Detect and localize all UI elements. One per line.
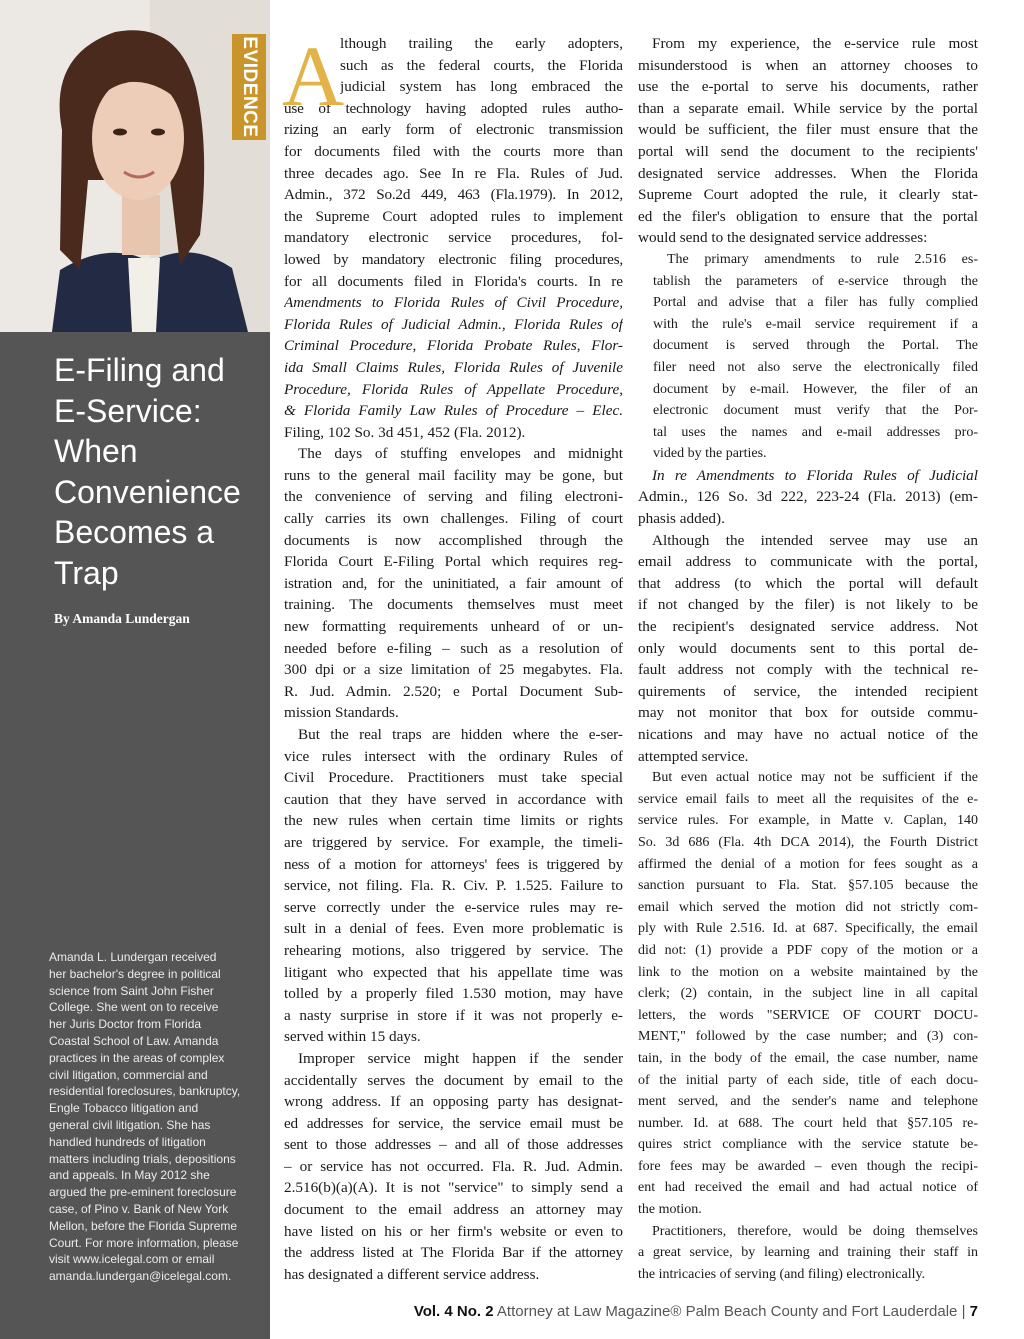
text-line: the address listed at The Florida Bar if the attorney xyxy=(284,1244,623,1262)
byline: By Amanda Lundergan xyxy=(54,611,190,626)
text-line: The primary amendments to rule 2.516 es- xyxy=(667,251,978,267)
text-line: lthough trailing the early adopters, xyxy=(340,35,623,52)
paragraph xyxy=(284,724,623,1048)
paragraph xyxy=(284,443,623,724)
text-line: rizing an early form of electronic transmission xyxy=(284,121,623,139)
text-line: lowed by mandatory electronic filing procedures, xyxy=(284,250,623,268)
text-line: service rules. For example, in Matte v. Caplan, 140 xyxy=(638,813,978,829)
text-line: a nasty surprise in store if it was not properly e- xyxy=(284,1006,623,1024)
text-line: for all documents filed in Florida's courts. In re xyxy=(284,272,623,290)
text-line: MENT," followed by the case number; and (3) con- xyxy=(638,1029,978,1045)
bio-line: residential foreclosures, bankruptcy, xyxy=(49,1084,241,1099)
text-line: But the real traps are hidden where the e-ser- xyxy=(298,726,623,743)
text-line: document is served through the Portal. The xyxy=(653,338,978,354)
bio-line: Court. For more information, please xyxy=(49,1235,239,1250)
text-line: service email fails to meet all the requisites of the e- xyxy=(638,791,978,807)
text-line: use the e-portal to serve his documents, rather xyxy=(638,78,978,96)
text-line: Criminal Procedure, Florida Probate Rules, Flor- xyxy=(284,337,623,355)
text-line: only would documents sent to this portal de- xyxy=(638,639,978,657)
text-line: email address to communicate with the portal, xyxy=(638,553,978,571)
text-line: needed before e-filing – such as a resolution of xyxy=(284,639,623,657)
text-line: would be sufficient, the filer must ensure that the xyxy=(638,121,978,139)
article-column-2 xyxy=(638,33,978,1285)
text-line: litigant who expected that his appellate time was xyxy=(284,963,623,981)
text-line: 2.516(b)(a)(A). It is not "service" to simply send a xyxy=(284,1179,623,1197)
text-line: email which served the motion did not strictly com- xyxy=(638,899,978,915)
text-line: R. Jud. Admin. 2.520; e Portal Document Sub- xyxy=(284,682,623,700)
text-line: Supreme Court adopted the rule, it clearly stat- xyxy=(638,186,978,204)
text-line: has designated a different service address. xyxy=(284,1265,540,1283)
title-line: When xyxy=(54,433,138,469)
text-line: the new rules when certain time limits or rights xyxy=(284,812,623,830)
text-line: istration and, for the uninitiated, a fair amount of xyxy=(284,574,623,592)
footer-separator: | xyxy=(961,1303,966,1320)
text-line: number. Id. at 688. The court held that §57.105 re- xyxy=(638,1115,978,1131)
title-line: E-Service: xyxy=(54,392,202,429)
drop-cap: A xyxy=(282,28,345,124)
bio-line: College. She went on to receive xyxy=(49,1000,219,1015)
footer-magazine: Attorney at Law Magazine® Palm Beach County and Fort Lauderdale xyxy=(496,1303,958,1320)
text-line: if not changed by the filer) is not likely to be xyxy=(638,596,978,614)
text-line: quirements of service, the intended recipient xyxy=(638,682,978,700)
block-quote xyxy=(638,249,978,465)
article-column-1 xyxy=(282,28,623,1285)
paragraph xyxy=(638,33,978,249)
text-line: Civil Procedure. Practitioners must take special xyxy=(284,769,623,787)
text-line: tablish the parameters of e-service through the xyxy=(653,273,978,289)
text-line: Portal and advise that a filer has fully complied xyxy=(653,295,978,311)
paragraph xyxy=(638,530,978,768)
text-line: three decades ago. See In re Fla. Rules of Jud. xyxy=(284,164,623,182)
text-line: ed addresses for service, the service email must be xyxy=(284,1114,623,1132)
text-line: mission Standards. xyxy=(284,704,399,722)
text-line: rehearing motions, also triggered by service. The xyxy=(284,941,623,959)
text-line: fault address not comply with the technical re- xyxy=(638,661,978,679)
footer-volume: Vol. 4 No. 2 xyxy=(413,1303,494,1320)
text-line: electronic document must verify that the Por- xyxy=(653,403,978,419)
bio-line: practices in the areas of complex xyxy=(49,1050,225,1065)
title-line: Trap xyxy=(54,554,119,591)
text-line: use of technology having adopted rules autho- xyxy=(284,99,623,117)
author-photo xyxy=(0,0,270,332)
text-line: vice rules intersect with the ordinary Rules of xyxy=(284,747,623,765)
text-line: runs to the general mail facility may be gone, but xyxy=(284,466,623,484)
text-line: served within 15 days. xyxy=(284,1028,421,1046)
paragraph xyxy=(638,767,978,1220)
title-line: E-Filing and xyxy=(54,352,225,388)
bio-line: Engle Tobacco litigation and xyxy=(49,1101,199,1116)
bio-line: general civil litigation. She has xyxy=(49,1117,211,1132)
text-line: with the rule's e-mail service requirement if a xyxy=(653,316,978,332)
text-line: such as the federal courts, the Florida xyxy=(340,56,623,74)
text-line: quires strict compliance with the service statute be- xyxy=(638,1137,978,1153)
text-line: ply with Rule 2.516. Id. at 687. Specifically, the email xyxy=(638,921,978,937)
page-footer xyxy=(0,1303,978,1320)
text-line: the Supreme Court adopted rules to implement xyxy=(284,207,623,225)
text-line: that address (to which the portal will default xyxy=(638,574,978,592)
text-line: documents is now accomplished through the xyxy=(284,531,623,549)
section-tag xyxy=(232,34,266,140)
text-line: ent had received the email and had actual notice of xyxy=(638,1180,978,1196)
text-line: of the initial party of each side, title of each docu- xyxy=(638,1072,978,1088)
text-line: Procedure, Florida Rules of Appellate Procedure, xyxy=(284,380,623,398)
text-line: Florida Court E-Filing Portal which requires reg- xyxy=(284,553,623,571)
text-line: the intricacies of serving (and filing) electronically. xyxy=(638,1266,926,1282)
text-line: 300 dpi or a size limitation of 25 megabytes. Fla. xyxy=(284,661,623,679)
title-line: Becomes a xyxy=(54,514,215,550)
text-line: affirmed the denial of a motion for fees sought as a xyxy=(638,856,978,872)
text-line: portal will send the document to the recipients' xyxy=(638,142,978,160)
text-line: phasis added). xyxy=(638,510,725,528)
text-line: tal uses the names and e-mail addresses pro- xyxy=(653,424,978,440)
text-line: clerk; (2) contain, in the subject line in all capital xyxy=(638,986,978,1002)
bio-line: Coastal School of Law. Amanda xyxy=(49,1033,219,1048)
text-line: the recipient's designated service address. Not xyxy=(638,618,978,636)
text-line: the convenience of serving and filing electroni- xyxy=(284,488,623,506)
bio-line: argued the pre-eminent foreclosure xyxy=(49,1185,237,1200)
title-line: Convenience xyxy=(54,473,241,510)
bio-line: civil litigation, commercial and xyxy=(49,1067,208,1082)
text-line: would send to the designated service addresses: xyxy=(638,229,928,247)
text-line: the motion. xyxy=(638,1202,702,1218)
bio-line: visit www.icelegal.com or email xyxy=(49,1252,215,1267)
bio-line: science from Saint John Fisher xyxy=(49,983,214,998)
sidebar xyxy=(0,0,270,1339)
text-line: ed the filer's obligation to ensure that the portal xyxy=(638,207,978,225)
text-line: sult in a denial of fees. Even more problematic is xyxy=(284,920,623,938)
text-line: link to the motion on a website maintained by the xyxy=(638,964,978,980)
text-line: Admin., 372 So.2d 449, 463 (Fla.1979). In 2012, xyxy=(284,186,623,204)
text-line: for documents filed with the courts more than xyxy=(284,142,623,160)
text-line: caution that they have served in accordance with xyxy=(284,790,623,808)
text-line: designated service addresses. When the Florida xyxy=(638,164,978,182)
text-line: But even actual notice may not be sufficient if the xyxy=(652,770,978,786)
text-line: misunderstood is when an attorney chooses to xyxy=(638,56,978,74)
text-line: Amendments to Florida Rules of Civil Procedure, xyxy=(284,294,623,312)
bio-line: her Juris Doctor from Florida xyxy=(49,1017,202,1032)
text-line: cally carries its own challenges. Filing of court xyxy=(284,510,623,528)
text-line: have listed on his or her firm's website or even to xyxy=(284,1222,623,1240)
bio-line: case, of Pino v. Bank of New York xyxy=(49,1201,229,1216)
text-line: wrong address. If an opposing party has designat- xyxy=(284,1093,623,1111)
text-line: may not monitor that box for outside commu- xyxy=(638,704,978,722)
text-line: than a separate email. While service by the portal xyxy=(638,99,978,117)
text-line: tain, in the body of the email, the case number, name xyxy=(638,1050,978,1066)
text-line: attempted service. xyxy=(638,747,749,765)
text-line: fore fees may be awarded – even though the recipi- xyxy=(638,1158,978,1174)
page-number: 7 xyxy=(969,1303,978,1320)
text-line: Admin., 126 So. 3d 222, 223-24 (Fla. 2013) (em- xyxy=(638,488,978,506)
text-line: Although the intended servee may use an xyxy=(652,531,978,549)
text-line: did not: (1) provide a PDF copy of the motion or a xyxy=(638,942,978,958)
text-line: sent to those addresses – and all of those addresses xyxy=(284,1136,623,1154)
paragraph xyxy=(638,1221,978,1286)
text-line: In re Amendments to Florida Rules of Judicial xyxy=(652,466,978,484)
section-tag-label: EVIDENCE xyxy=(239,36,260,138)
text-line: letters, the words "SERVICE OF COURT DOCU- xyxy=(638,1007,978,1023)
author-bio xyxy=(49,949,264,1285)
text-line: ment served, and the sender's name and telephone xyxy=(638,1094,978,1110)
text-line: document to the email address an attorney may xyxy=(284,1201,623,1219)
text-line: filer need not also serve the electronically filed xyxy=(653,359,978,375)
citation xyxy=(638,465,978,530)
text-line: & Florida Family Law Rules of Procedure – Elec. xyxy=(284,402,623,420)
text-line: Practitioners, therefore, would be doing themselves xyxy=(652,1223,978,1239)
text-line: sanction pursuant to Fla. Stat. §57.105 because the xyxy=(638,878,978,894)
text-line: document by e-mail. However, the filer of an xyxy=(653,381,978,397)
text-line: training. The documents themselves must meet xyxy=(284,596,623,614)
text-line: mandatory electronic service procedures, fol- xyxy=(284,229,623,247)
bio-line: Mellon, before the Florida Supreme xyxy=(49,1218,238,1233)
text-line: Filing, 102 So. 3d 451, 452 (Fla. 2012). xyxy=(284,423,526,441)
text-line: nications and may have no actual notice of the xyxy=(638,726,978,743)
text-line: tolled by a properly filed 1.530 motion, may have xyxy=(284,985,623,1003)
paragraph xyxy=(284,1048,623,1286)
bio-line: amanda.lundergan@icelegal.com. xyxy=(49,1269,232,1284)
bio-line: matters including trials, depositions xyxy=(49,1151,236,1166)
text-line: vided by the parties. xyxy=(653,446,767,462)
text-line: So. 3d 686 (Fla. 4th DCA 2014), the Fourth District xyxy=(638,834,978,850)
text-line: Florida Rules of Judicial Admin., Florida Rules of xyxy=(284,315,623,333)
text-line: a great service, by learning and training their staff in xyxy=(638,1245,978,1261)
bio-line: her bachelor's degree in political xyxy=(49,966,221,981)
bio-line: and appeals. In May 2012 she xyxy=(49,1168,210,1183)
bio-line: handled hundreds of litigation xyxy=(49,1134,206,1149)
text-line: new formatting requirements unheard of or un- xyxy=(284,618,623,636)
text-line: are triggered by service. For example, the timeli- xyxy=(284,833,623,851)
text-line: service, not filing. Fla. R. Civ. P. 1.525. Failure to xyxy=(284,877,623,895)
text-line: From my experience, the e-service rule most xyxy=(652,35,978,52)
text-line: Improper service might happen if the sender xyxy=(298,1049,623,1067)
text-line: – or service has not occurred. Fla. R. Jud. Admin. xyxy=(284,1157,623,1175)
text-line: judicial system has long embraced the xyxy=(340,78,623,96)
text-line: accidentally serves the document by email to the xyxy=(284,1071,623,1089)
text-line: serve correctly under the e-service rules may re- xyxy=(284,898,623,916)
article-title xyxy=(54,350,264,593)
bio-line: Amanda L. Lundergan received xyxy=(49,950,217,964)
text-line: ida Small Claims Rules, Florida Rules of Juvenile xyxy=(284,358,623,376)
text-line: ness of a motion for attorneys' fees is triggered by xyxy=(284,855,623,873)
text-line: The days of stuffing envelopes and midnight xyxy=(298,445,623,463)
